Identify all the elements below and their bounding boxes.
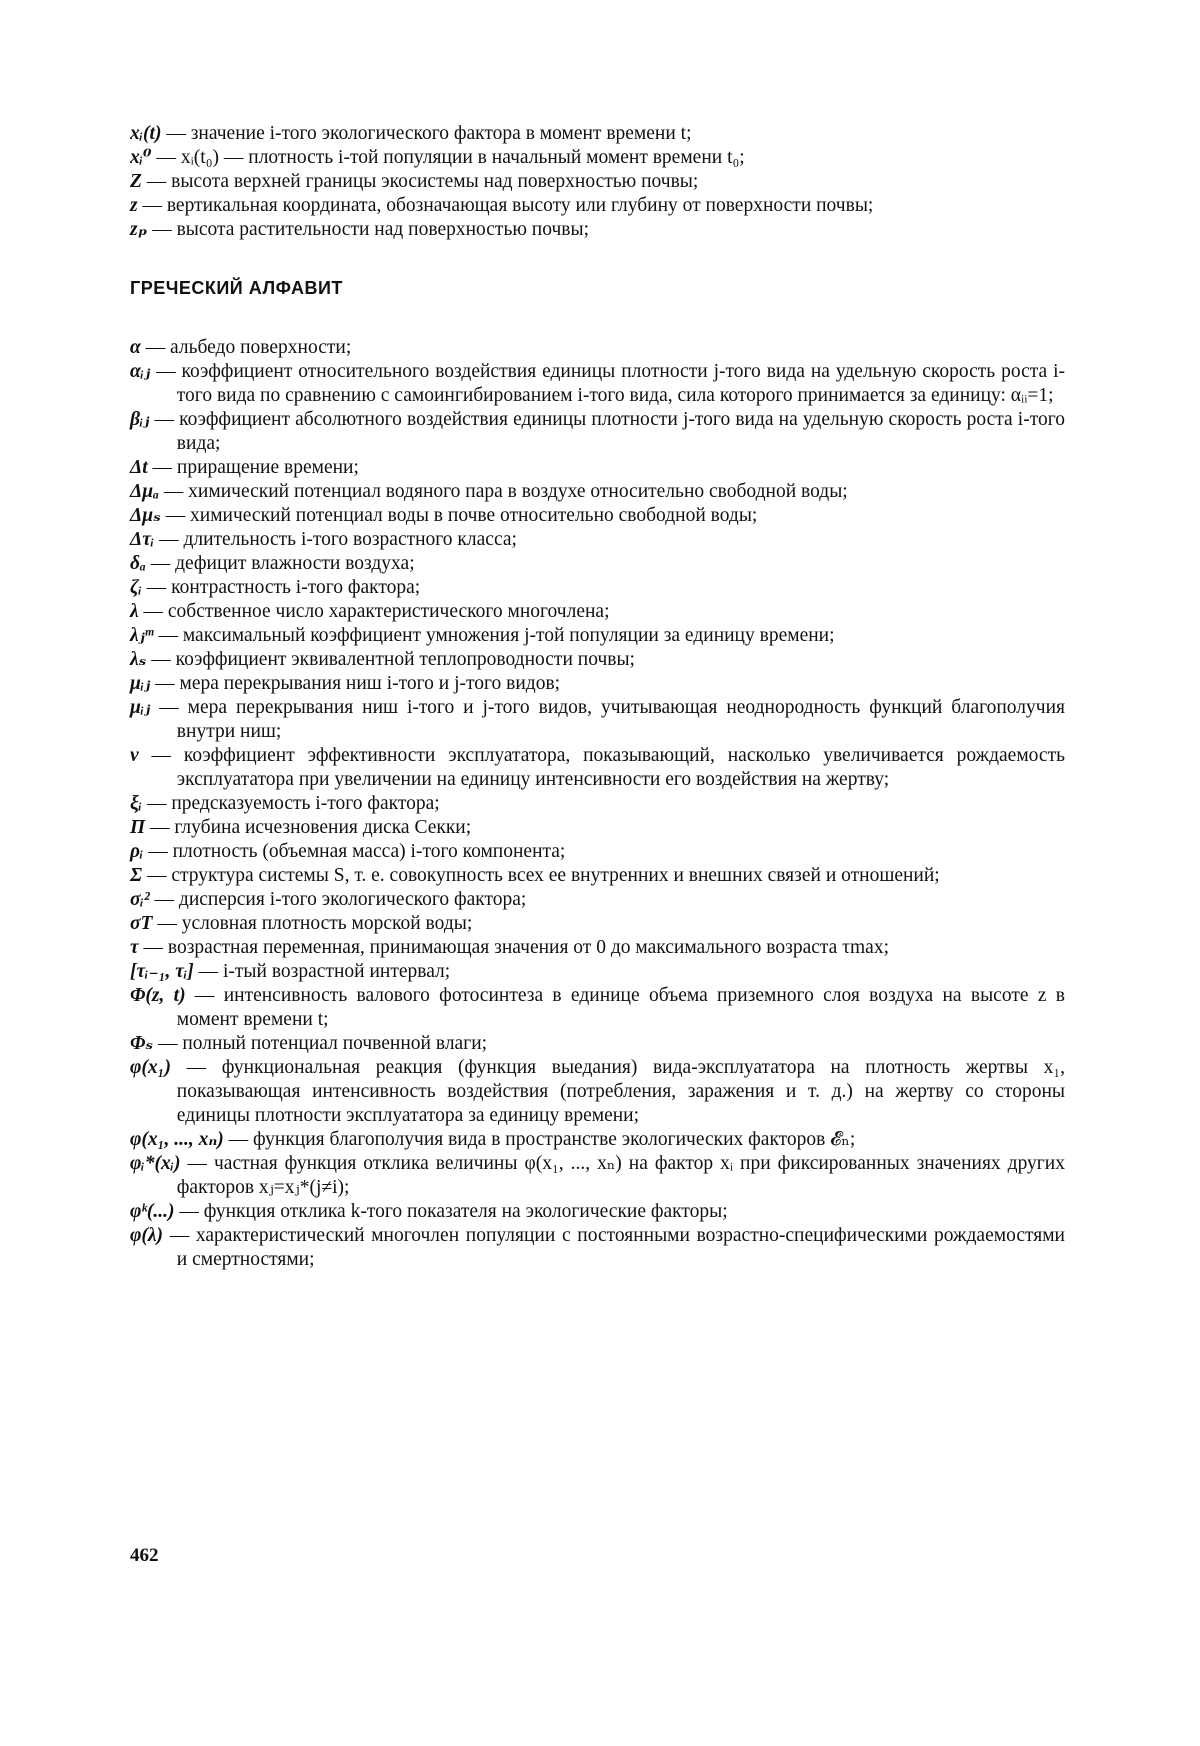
glossary-entry: [130, 960, 1065, 984]
entry-symbol: βᵢⱼ: [130, 409, 150, 430]
entry-description: — коэффициент эффективности эксплуататора, показывающий, насколько увеличивается рождаемость эксплуататора при увеличении на единицу интенсивности его воздействия на жертву;: [138, 745, 1065, 790]
entry-description: — глубина исчезновения диска Секки;: [145, 817, 472, 838]
entry-symbol: σT: [130, 913, 153, 934]
entry-symbol: xᵢ(t): [130, 123, 162, 144]
glossary-entry: [130, 1152, 1065, 1200]
entry-description: — частная функция отклика величины φ(x₁, ..., xₙ) на фактор xᵢ при фиксированных значениях других факторов xⱼ=xⱼ*(j≠i);: [176, 1153, 1065, 1198]
glossary-entry: [130, 336, 1065, 360]
entry-symbol: φᵢ*(xᵢ): [130, 1153, 181, 1174]
glossary-entry: [130, 360, 1065, 408]
glossary-entry: [130, 218, 1065, 242]
entry-description: — xᵢ(t₀) — плотность i-той популяции в начальный момент времени t₀;: [151, 147, 745, 168]
entry-description: — высота растительности над поверхностью почвы;: [147, 219, 590, 240]
entry-description: — мера перекрывания ниш i-того и j-того видов;: [150, 673, 561, 694]
entry-symbol: μᵢⱼ: [130, 697, 151, 718]
entry-description: — характеристический многочлен популяции с постоянными возрастно-специфическими рождаемостями и смертностями;: [163, 1225, 1065, 1270]
entry-symbol: φ(x₁, ..., xₙ): [130, 1129, 224, 1150]
entry-description: — предсказуемость i-того фактора;: [142, 793, 440, 814]
entry-symbol: Σ: [130, 865, 143, 886]
entry-symbol: Δμₛ: [130, 505, 161, 526]
entry-description: — полный потенциал почвенной влаги;: [153, 1033, 488, 1054]
entry-description: — коэффициент эквивалентной теплопроводности почвы;: [146, 649, 635, 670]
entry-description: — возрастная переменная, принимающая значения от 0 до максимального возраста τmax;: [138, 937, 889, 958]
entry-description: — длительность i-того возрастного класса;: [154, 529, 517, 550]
entry-description: — i-тый возрастной интервал;: [193, 961, 451, 982]
entry-symbol: Z: [130, 171, 142, 192]
section-heading: ГРЕЧЕСКИЙ АЛФАВИТ: [130, 278, 343, 298]
entry-description: — альбедо поверхности;: [140, 337, 352, 358]
entry-description: — функция благополучия вида в пространстве экологических факторов 𝓔ₙ;: [223, 1129, 856, 1150]
glossary-entry: [130, 840, 1065, 864]
entry-description: — мера перекрывания ниш i-того и j-того видов, учитывающая неоднородность функций благополучия внутри ниш;: [150, 697, 1065, 742]
entry-symbol: λⱼᵐ: [130, 625, 154, 646]
glossary-entry: [130, 456, 1065, 480]
entry-symbol: Φ(z, t): [130, 985, 186, 1006]
entry-symbol: [τᵢ₋₁, τᵢ]: [130, 961, 194, 982]
entry-description: — высота верхней границы экосистемы над поверхностью почвы;: [141, 171, 699, 192]
glossary-entry: [130, 672, 1065, 696]
glossary-entry: [130, 624, 1065, 648]
glossary-entry: [130, 744, 1065, 792]
entry-description: — контрастность i-того фактора;: [141, 577, 421, 598]
glossary-entry: [130, 146, 1065, 170]
entry-description: — коэффициент абсолютного воздействия единицы плотности j-того вида на удельную скорость роста i-того вида;: [149, 409, 1065, 454]
glossary-entry: [130, 1032, 1065, 1056]
entry-symbol: z: [130, 195, 138, 216]
glossary-entry: [130, 576, 1065, 600]
glossary-entry: [130, 1056, 1065, 1128]
glossary-entry: [130, 816, 1065, 840]
page-number: 462: [130, 1545, 159, 1566]
entry-description: — приращение времени;: [147, 457, 359, 478]
glossary-entry: [130, 912, 1065, 936]
latin-symbol-list: [130, 122, 1065, 242]
glossary-entry: [130, 194, 1065, 218]
glossary-entry: [130, 984, 1065, 1032]
glossary-entry: [130, 1128, 1065, 1152]
glossary-entry: [130, 792, 1065, 816]
entry-symbol: ξᵢ: [130, 793, 143, 814]
entry-symbol: Δt: [130, 457, 148, 478]
entry-symbol: λₛ: [130, 649, 147, 670]
entry-description: — структура системы S, т. е. совокупность всех ее внутренних и внешних связей и отношений;: [142, 865, 940, 886]
page-content: [130, 122, 1065, 1272]
entry-symbol: Δτᵢ: [130, 529, 155, 550]
entry-symbol: δₐ: [130, 553, 146, 574]
entry-description: — плотность (объемная масса) i-того компонента;: [143, 841, 566, 862]
entry-description: — собственное число характеристического многочлена;: [138, 601, 610, 622]
glossary-entry: [130, 552, 1065, 576]
glossary-entry: [130, 1224, 1065, 1272]
entry-description: — вертикальная координата, обозначающая высоту или глубину от поверхности почвы;: [137, 195, 874, 216]
entry-symbol: φᵏ(...): [130, 1201, 175, 1222]
entry-description: — условная плотность морской воды;: [152, 913, 473, 934]
entry-symbol: ρᵢ: [130, 841, 144, 862]
entry-symbol: αᵢⱼ: [130, 361, 151, 382]
entry-symbol: ν: [130, 745, 139, 766]
glossary-entry: [130, 170, 1065, 194]
entry-symbol: λ: [130, 601, 139, 622]
entry-symbol: Δμₐ: [130, 481, 159, 502]
glossary-entry: [130, 528, 1065, 552]
glossary-entry: [130, 648, 1065, 672]
greek-symbol-list: [130, 336, 1065, 1272]
entry-symbol: zₚ: [130, 219, 148, 240]
entry-symbol: α: [130, 337, 141, 358]
glossary-entry: [130, 408, 1065, 456]
entry-description: — дефицит влажности воздуха;: [145, 553, 415, 574]
entry-description: — химический потенциал воды в почве относительно свободной воды;: [160, 505, 758, 526]
entry-symbol: φ(λ): [130, 1225, 164, 1246]
glossary-entry: [130, 122, 1065, 146]
entry-description: — химический потенциал водяного пара в воздухе относительно свободной воды;: [158, 481, 848, 502]
entry-description: — дисперсия i-того экологического фактора;: [149, 889, 527, 910]
entry-description: — значение i-того экологического фактора в момент времени t;: [161, 123, 692, 144]
entry-description: — функция отклика k-того показателя на экологические факторы;: [174, 1201, 728, 1222]
glossary-entry: [130, 696, 1065, 744]
entry-symbol: Π: [130, 817, 146, 838]
entry-symbol: μᵢⱼ: [130, 673, 151, 694]
entry-description: — максимальный коэффициент умножения j-той популяции за единицу времени;: [153, 625, 835, 646]
glossary-entry: [130, 1200, 1065, 1224]
entry-description: — интенсивность валового фотосинтеза в единице объема приземного слоя воздуха на высоте z в момент времени t;: [176, 985, 1065, 1030]
entry-symbol: τ: [130, 937, 139, 958]
glossary-entry: [130, 600, 1065, 624]
glossary-entry: [130, 864, 1065, 888]
glossary-entry: [130, 936, 1065, 960]
glossary-entry: [130, 480, 1065, 504]
glossary-entry: [130, 504, 1065, 528]
entry-symbol: ζᵢ: [130, 577, 142, 598]
entry-symbol: φ(x₁): [130, 1057, 171, 1078]
entry-description: — коэффициент относительного воздействия единицы плотности j-того вида на удельную скорость роста i-того вида по сравнению с самоингибированием i-того вида, сила которого принимается за единицу: αᵢᵢ=1;: [150, 361, 1065, 406]
entry-description: — функциональная реакция (функция выедания) вида-эксплуататора на плотность жертвы x₁, показывающая интенсивность воздействия (потребления, заражения и т. д.) на жертву со стороны единицы плотности эксплуататора за единицу времени;: [170, 1057, 1065, 1126]
glossary-entry: [130, 888, 1065, 912]
entry-symbol: σᵢ²: [130, 889, 150, 910]
entry-symbol: Φₛ: [130, 1033, 154, 1054]
entry-symbol: xᵢ⁰: [130, 147, 152, 168]
